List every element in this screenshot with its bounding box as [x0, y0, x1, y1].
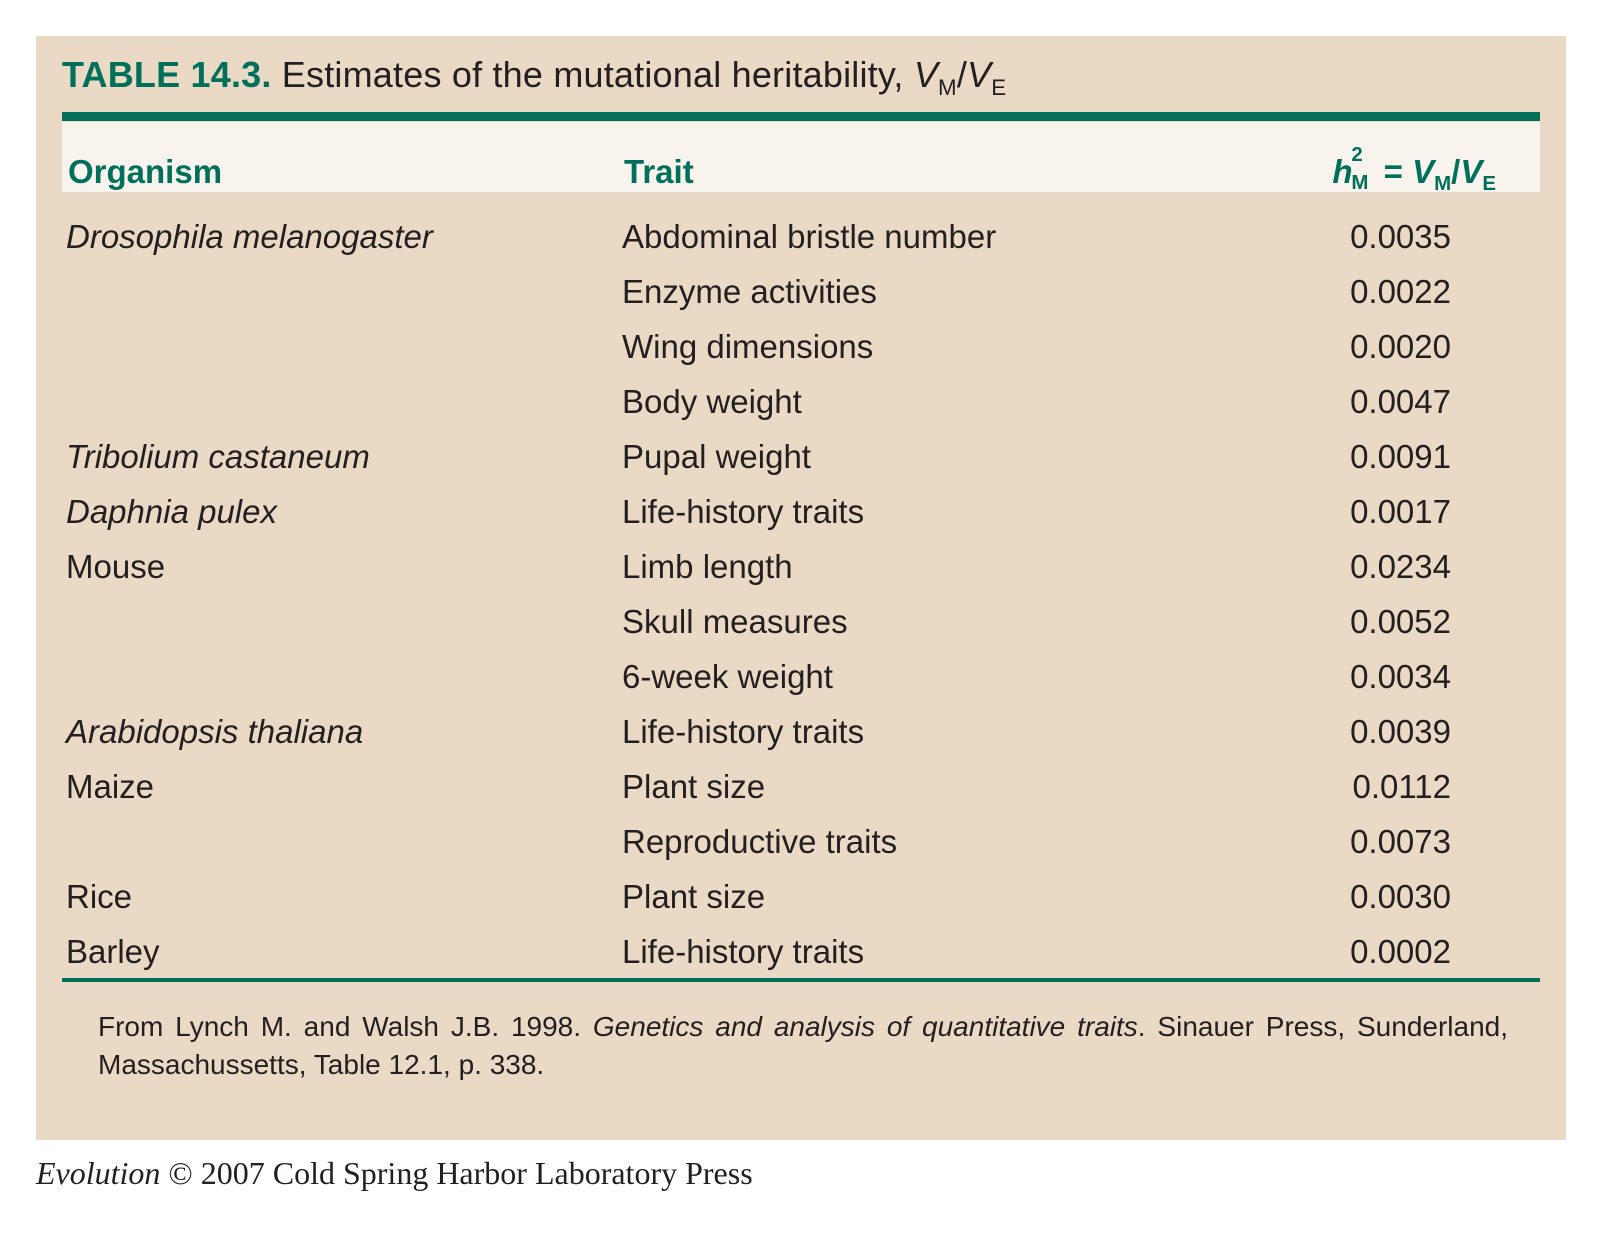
table-row [62, 594, 1540, 649]
table-row [62, 924, 1540, 979]
organism-cell: Arabidopsis thaliana [66, 713, 364, 750]
table-row [62, 264, 1540, 319]
trait-cell: Plant size [622, 768, 766, 805]
heritability-value-cell: 0.0017 [1350, 493, 1451, 530]
table-panel [36, 36, 1566, 1140]
trait-cell: Life-history traits [622, 493, 865, 530]
top-rule [62, 112, 1540, 121]
trait-cell: Life-history traits [622, 713, 865, 750]
heritability-value-cell: 0.0002 [1350, 933, 1451, 970]
trait-cell: Enzyme activities [622, 273, 877, 310]
table-row [62, 319, 1540, 374]
organism-cell: Mouse [66, 548, 166, 585]
table-row [62, 209, 1540, 264]
organism-cell: Drosophila melanogaster [66, 218, 433, 255]
trait-cell: Reproductive traits [622, 823, 898, 860]
heritability-value-cell: 0.0234 [1350, 548, 1451, 585]
heritability-value-cell: 0.0039 [1350, 713, 1451, 750]
table-title-formula: $V_M/V_E$ [913, 54, 1007, 100]
table-row [62, 759, 1540, 814]
heritability-value-cell: 0.0022 [1350, 273, 1451, 310]
heritability-value-cell: 0.0073 [1350, 823, 1451, 860]
trait-cell: Body weight [622, 383, 802, 420]
bottom-rule [62, 978, 1540, 982]
organism-cell: Rice [66, 878, 133, 915]
table-row [62, 374, 1540, 429]
heritability-value-cell: 0.0020 [1350, 328, 1451, 365]
table-row [62, 649, 1540, 704]
heritability-value-cell: 0.0047 [1350, 383, 1451, 420]
trait-cell: 6-week weight [622, 658, 833, 695]
table-row [62, 814, 1540, 869]
table-caption [62, 54, 1007, 100]
heritability-value-cell: 0.0091 [1350, 438, 1451, 475]
table-body [62, 209, 1540, 979]
heritability-value-cell: 0.0034 [1350, 658, 1451, 695]
heritability-value-cell: 0.0052 [1350, 603, 1451, 640]
organism-cell: Maize [66, 768, 155, 805]
trait-cell: Life-history traits [622, 933, 865, 970]
header-band [62, 122, 1540, 196]
trait-cell: Abdominal bristle number [622, 218, 997, 255]
organism-cell: Daphnia pulex [66, 493, 277, 530]
heritability-value-cell: 0.0035 [1350, 218, 1451, 255]
heritability-value-cell: 0.0112 [1352, 768, 1451, 805]
copyright-footer: Evolution © 2007 Cold Spring Harbor Laboratory Press [36, 1155, 753, 1191]
organism-cell: Tribolium castaneum [66, 438, 370, 475]
heritability-value-cell: 0.0030 [1350, 878, 1451, 915]
table-row [62, 869, 1540, 924]
table-row [62, 539, 1540, 594]
table-source-note: From Lynch M. and Walsh J.B. 1998. Genetics and analysis of quantitative traits. Sinauer Press, Sunderland, Massachussetts, Table 12.1, p. 338. [98, 1011, 1509, 1080]
trait-cell: Wing dimensions [622, 328, 874, 365]
trait-cell: Plant size [622, 878, 766, 915]
table-row [62, 704, 1540, 759]
table-row [62, 429, 1540, 484]
trait-cell: Pupal weight [622, 438, 811, 475]
column-header-heritability: h 2 M = $V_M/V_E$ [1332, 143, 1496, 196]
column-header-organism: Organism [68, 153, 223, 190]
trait-cell: Limb length [622, 548, 793, 585]
table-title-text: Estimates of the mutational heritability, [281, 54, 904, 95]
table-row [62, 484, 1540, 539]
table-label: TABLE 14.3. [62, 54, 272, 95]
trait-cell: Skull measures [622, 603, 848, 640]
organism-cell: Barley [66, 933, 160, 970]
column-header-trait: Trait [624, 153, 694, 190]
